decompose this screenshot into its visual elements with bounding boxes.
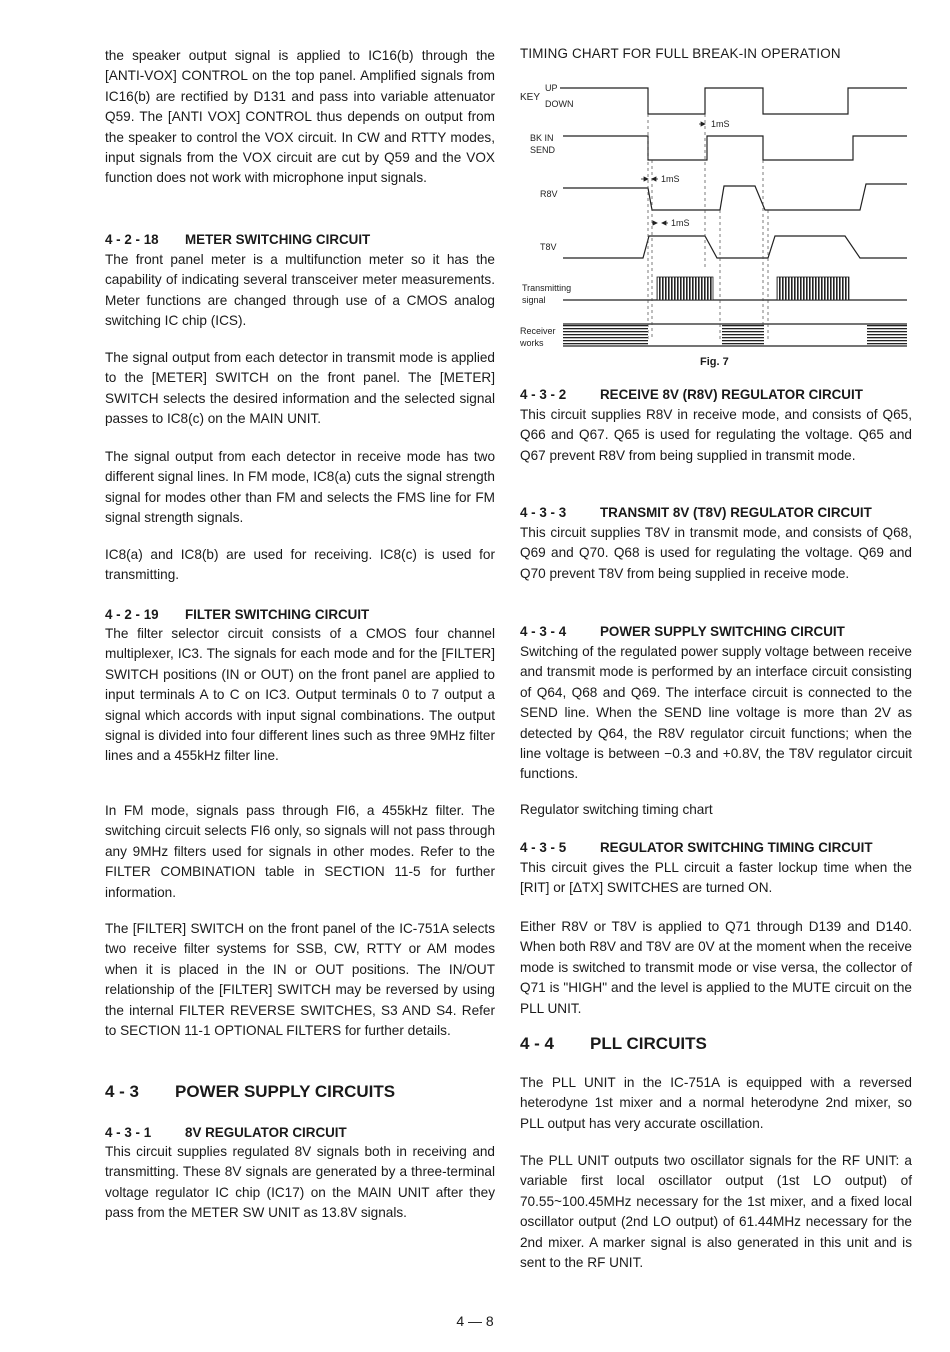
section-heading-4-3-4 <box>520 624 845 639</box>
signal-label: signal <box>522 295 546 305</box>
section-heading-4-4 <box>520 1034 707 1054</box>
section-number: 4 - 3 - 5 <box>520 840 567 855</box>
rx-band-2 <box>722 325 764 345</box>
paragraph: This circuit supplies R8V in receive mode, and consists of Q65, Q66 and Q67. Q65 is used for regulating the voltage. Q65 and Q67 prevent R8V from being supplied in transmit mode. <box>520 407 912 463</box>
section-heading-4-2-18 <box>105 232 370 247</box>
bk-in-label: BK IN <box>530 133 554 143</box>
paragraph: The filter selector circuit consists of a CMOS four channel multiplexer, IC3. The signals for each mode and for the [FILTER] SWITCH positions (IN or OUT) on the front panel are applied to input terminals A to C on IC3. Output terminals 0 to 7 output a signal which accords with input signal combinations. The output signal is divided into four different lines such as three 9MHz filter lines and a 455kHz filter line. <box>105 626 495 764</box>
section-title: REGULATOR SWITCHING TIMING CIRCUIT <box>600 840 873 855</box>
up-label: UP <box>545 83 558 93</box>
timing-chart-title: TIMING CHART FOR FULL BREAK-IN OPERATION <box>520 46 841 61</box>
delay-label-1: 1mS <box>711 119 730 129</box>
section-number: 4 - 3 - 4 <box>520 624 567 639</box>
delay-arrow-head <box>653 221 657 225</box>
section-number: 4 - 3 <box>105 1082 140 1101</box>
section-title: FILTER SWITCHING CIRCUIT <box>185 607 370 622</box>
works-label: works <box>520 338 544 348</box>
paragraph: This circuit supplies regulated 8V signals both in receiving and transmitting. These 8V signals are generated by a three-terminal voltage regulator IC chip (IC17) on the MAIN UNIT after they pass from the METER SW UNIT as 13.8V signals. <box>105 1144 495 1221</box>
section-title: POWER SUPPLY CIRCUITS <box>175 1082 396 1101</box>
tx-burst-2 <box>777 277 849 300</box>
section-title: RECEIVE 8V (R8V) REGULATOR CIRCUIT <box>600 387 863 402</box>
paragraph: Switching of the regulated power supply voltage between receive and transmit mode is performed by an interface circuit consisting of Q64, Q68 and Q69. The interface circuit is connected to the SEND line. When the SEND line voltage is more than 2V as detected by Q64, the R8V regulator circuit functions; when the line voltage is between −0.3 and +0.8V, the T8V regulator circuit functions. <box>520 644 912 782</box>
key-label: KEY <box>520 92 541 103</box>
section-title: POWER SUPPLY SWITCHING CIRCUIT <box>600 624 845 639</box>
paragraph: The signal output from each detector in receive mode has two different signal lines. In FM mode, IC8(a) cuts the signal strength signal for modes other than FM and selects the FMS line for FM signal strength signals. <box>105 449 495 526</box>
rx-band-1 <box>563 325 648 345</box>
paragraph: This circuit gives the PLL circuit a faster lockup time when the [RIT] or [ΔTX] SWITCHES are turned ON. <box>520 860 912 896</box>
section-number: 4 - 3 - 1 <box>105 1125 152 1140</box>
section-heading-4-3-2 <box>520 387 863 402</box>
section-heading-4-3-5 <box>520 840 873 855</box>
delay-arrow-head <box>701 122 705 126</box>
transmitting-label: Transmitting <box>522 283 572 293</box>
t8v-waveform <box>563 236 907 258</box>
r8v-label: R8V <box>540 189 558 199</box>
receiver-label: Receiver <box>520 326 556 336</box>
section-number: 4 - 2 - 19 <box>105 607 159 622</box>
delay-arrow-head <box>652 177 656 181</box>
paragraph: The PLL UNIT outputs two oscillator signals for the RF UNIT: a variable first local oscillator output (1st LO output) of 70.55~100.45MHz necessary for the 1st mixer, and a fixed local oscillator output (2nd LO output) of 61.44MHz necessary for the 2nd mixer. A marker signal is also generated in this unit and is sent to the RF UNIT. <box>520 1153 912 1271</box>
delay-arrow-head <box>662 221 666 225</box>
delay-label-2: 1mS <box>661 174 680 184</box>
r8v-waveform <box>563 184 907 210</box>
down-label: DOWN <box>545 99 574 109</box>
section-number: 4 - 3 - 2 <box>520 387 567 402</box>
delay-arrow-head <box>644 177 648 181</box>
section-title: 8V REGULATOR CIRCUIT <box>185 1125 347 1140</box>
delay-label-3: 1mS <box>671 218 690 228</box>
paragraph: The PLL UNIT in the IC-751A is equipped with a reversed heterodyne 1st mixer and a normal heterodyne 2nd mixer, so PLL output has very accurate oscillation. <box>520 1075 912 1131</box>
paragraph: The signal output from each detector in transmit mode is applied to the [METER] SWITCH on the front panel. The [METER] SWITCH selects the desired information and the selected signal passes to IC8(c) on the MAIN UNIT. <box>105 350 495 427</box>
section-heading-4-2-19 <box>105 607 369 622</box>
paragraph: In FM mode, signals pass through FI6, a 455kHz filter. The switching circuit selects FI6 only, so signals will not pass through any 9MHz filters used for signals in other modes. Refer to the FILTER COMBINATION table in SECTION 11-5 for further information. <box>105 803 495 900</box>
paragraph: The front panel meter is a multifunction meter so it has the capability of indicating several transceiver meter measurements. Meter functions are changed through use of a CMOS analog switching IC chip (ICS). <box>105 252 495 329</box>
rx-band-3 <box>867 325 907 345</box>
send-waveform <box>563 136 907 160</box>
tx-burst-1 <box>657 277 713 300</box>
t8v-label: T8V <box>540 242 557 252</box>
section-title: PLL CIRCUITS <box>590 1034 707 1053</box>
key-waveform <box>560 88 907 114</box>
intro-paragraph: the speaker output signal is applied to IC16(b) through the [ANTI-VOX] CONTROL on the top panel. Amplified signals from IC16(b) are rectified by D131 and pass into variable attenuator Q59. The [ANTI VOX] CONTROL thus depends on output from the speaker to control the VOX circuit. In CW and RTTY modes, input signals from the VOX circuit are cut by Q59 and the VOX function does not work with microphone input signals. <box>105 48 495 186</box>
send-label: SEND <box>530 145 556 155</box>
section-heading-4-3-1 <box>105 1125 347 1140</box>
paragraph: IC8(a) and IC8(b) are used for receiving. IC8(c) is used for transmitting. <box>105 547 495 583</box>
page-number: 4 — 8 <box>456 1313 494 1329</box>
section-number: 4 - 3 - 3 <box>520 505 567 520</box>
section-heading-4-3 <box>105 1082 395 1102</box>
section-number: 4 - 4 <box>520 1034 555 1053</box>
paragraph: Regulator switching timing chart <box>520 802 713 817</box>
section-title: TRANSMIT 8V (T8V) REGULATOR CIRCUIT <box>600 505 872 520</box>
paragraph: Either R8V or T8V is applied to Q71 through D139 and D140. When both R8V and T8V are 0V at the moment when the receive mode is switched to transmit mode or vise versa, the collector of Q71 is "HIGH" and the level is applied to the MUTE circuit on the PLL UNIT. <box>520 919 912 1016</box>
section-number: 4 - 2 - 18 <box>105 232 159 247</box>
paragraph: This circuit supplies T8V in transmit mode, and consists of Q68, Q69 and Q70. Q68 is used for regulating the voltage. Q69 and Q70 prevent T8V from being supplied in receive mode. <box>520 525 912 581</box>
figure-label: Fig. 7 <box>700 356 729 368</box>
timing-chart <box>515 70 915 355</box>
section-heading-4-3-3 <box>520 505 872 520</box>
paragraph: The [FILTER] SWITCH on the front panel of the IC-751A selects two receive filter systems for SSB, CW, RTTY or AM modes when it is placed in the IN or OUT positions. The IN/OUT relationship of the [FILTER] SWITCH may be reversed by using the internal FILTER REVERSE SWITCHES, S3 AND S4. Refer to SECTION 11-1 OPTIONAL FILTERS for further details. <box>105 921 495 1039</box>
section-title: METER SWITCHING CIRCUIT <box>185 232 371 247</box>
